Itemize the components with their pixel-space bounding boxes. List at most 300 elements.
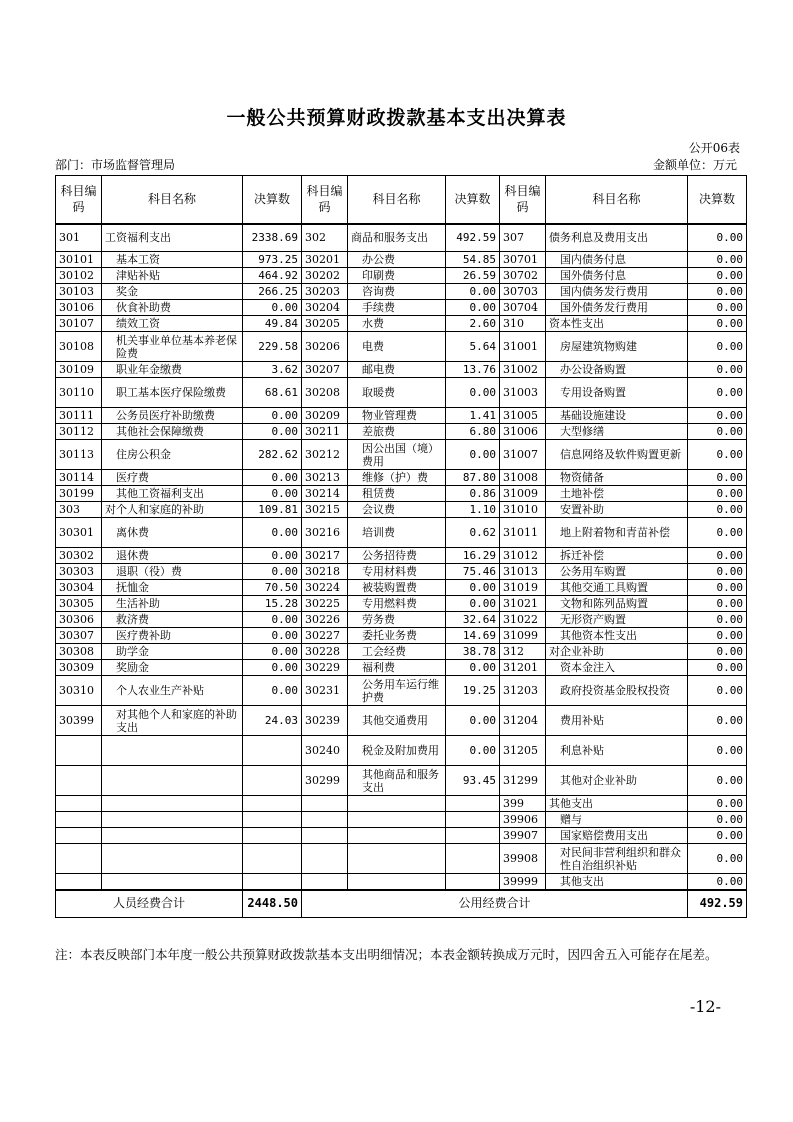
amount: 0.00 [688,408,747,424]
amount: 464.92 [243,268,302,284]
subject-name: 医疗费补助 [102,628,243,644]
subject-name: 取暖费 [348,378,446,408]
subject-name: 资本性支出 [546,316,688,332]
subject-name [102,828,243,844]
amount: 0.00 [688,706,747,736]
subject-name: 专用材料费 [348,564,446,580]
amount: 0.00 [446,706,500,736]
subject-code: 31022 [500,612,546,628]
amount: 93.45 [446,766,500,796]
subject-code: 31099 [500,628,546,644]
amount: 109.81 [243,502,302,518]
subject-name [348,796,446,812]
header-cell: 决算数 [446,176,500,224]
subject-code: 30299 [302,766,348,796]
subject-code: 39906 [500,812,546,828]
table-code: 公开06表 [688,141,740,155]
table-row [56,874,747,890]
subject-code: 30106 [56,300,102,316]
subject-name: 奖励金 [102,660,243,676]
header-cell: 决算数 [243,176,302,224]
subject-name: 公务招待费 [348,548,446,564]
subject-code: 30226 [302,612,348,628]
amount: 0.00 [688,874,747,890]
subject-code: 30103 [56,284,102,300]
subject-name: 抚恤金 [102,580,243,596]
amount: 0.00 [243,676,302,706]
subject-code: 31019 [500,580,546,596]
subject-name: 绩效工资 [102,316,243,332]
subject-name: 办公设备购置 [546,362,688,378]
subject-code: 30305 [56,596,102,612]
subject-code: 30107 [56,316,102,332]
amount: 0.00 [688,268,747,284]
amount [446,828,500,844]
amount: 0.00 [688,470,747,486]
subject-name: 邮电费 [348,362,446,378]
amount: 75.46 [446,564,500,580]
table-row [56,660,747,676]
amount [243,874,302,890]
amount: 0.62 [446,518,500,548]
amount: 0.00 [688,676,747,706]
subject-code: 30113 [56,440,102,470]
subject-code [56,796,102,812]
amount [446,812,500,828]
subject-name: 手续费 [348,300,446,316]
subject-name: 租赁费 [348,486,446,502]
amount: 0.00 [688,612,747,628]
subject-name: 对个人和家庭的补助 [102,502,243,518]
subject-code: 30224 [302,580,348,596]
subject-code: 30108 [56,332,102,362]
subject-code: 30110 [56,378,102,408]
subject-name: 离休费 [102,518,243,548]
subject-name: 费用补贴 [546,706,688,736]
subject-code: 31205 [500,736,546,766]
table-row [56,766,747,796]
amount: 229.58 [243,332,302,362]
subject-name: 其他支出 [546,796,688,812]
amount: 49.84 [243,316,302,332]
amount: 0.00 [688,486,747,502]
page-number: -12- [689,997,721,1016]
table-row [56,564,747,580]
amount: 0.00 [688,332,747,362]
amount: 2.60 [446,316,500,332]
subject-name: 工会经费 [348,644,446,660]
subject-name: 无形资产购置 [546,612,688,628]
subject-name: 基础设施建设 [546,408,688,424]
subject-name: 职业年金缴费 [102,362,243,378]
subject-name: 奖金 [102,284,243,300]
subject-code: 30309 [56,660,102,676]
subject-code: 303 [56,502,102,518]
subject-code [302,812,348,828]
table-row [56,284,747,300]
subject-code: 30216 [302,518,348,548]
amount: 0.00 [688,812,747,828]
amount: 87.80 [446,470,500,486]
table-row [56,408,747,424]
subject-code: 30227 [302,628,348,644]
subject-code: 30702 [500,268,546,284]
amount [446,844,500,874]
subject-code: 31012 [500,548,546,564]
amount: 0.00 [243,470,302,486]
subject-name: 工资福利支出 [102,224,243,252]
subject-code: 30228 [302,644,348,660]
department-label: 部门：市场监督管理局 [55,158,176,172]
subject-code: 30215 [302,502,348,518]
amount: 54.85 [446,252,500,268]
table-row [56,628,747,644]
subject-code: 31204 [500,706,546,736]
subject-code: 31010 [500,502,546,518]
table-row [56,268,747,284]
amount: 1.41 [446,408,500,424]
subject-name: 住房公积金 [102,440,243,470]
table-row [56,844,747,874]
amount: 0.00 [688,252,747,268]
table-row [56,470,747,486]
amount: 0.00 [688,548,747,564]
personnel-total-value: 2448.50 [243,890,302,918]
expenditure-table [55,175,747,918]
table-row [56,300,747,316]
subject-code: 30229 [302,660,348,676]
subject-code: 31013 [500,564,546,580]
subject-name: 赠与 [546,812,688,828]
subject-name: 劳务费 [348,612,446,628]
public-total-label: 公用经费合计 [302,890,688,918]
header-cell: 科目名称 [102,176,243,224]
subject-code: 30306 [56,612,102,628]
subject-code: 399 [500,796,546,812]
amount: 3.62 [243,362,302,378]
subject-name: 福利费 [348,660,446,676]
table-row [56,440,747,470]
subject-code: 30399 [56,706,102,736]
amount: 0.00 [243,644,302,660]
table-row [56,706,747,736]
subject-code: 30202 [302,268,348,284]
subject-code [302,874,348,890]
subject-name: 维修（护）费 [348,470,446,486]
subject-name [348,812,446,828]
amount: 14.69 [446,628,500,644]
subject-code [302,828,348,844]
table-row [56,676,747,706]
amount: 68.61 [243,378,302,408]
subject-code: 30111 [56,408,102,424]
subject-name: 退休费 [102,548,243,564]
table-row [56,252,747,268]
amount: 70.50 [243,580,302,596]
subject-name: 伙食补助费 [102,300,243,316]
subject-name: 文物和陈列品购置 [546,596,688,612]
amount: 0.00 [688,580,747,596]
table-row [56,736,747,766]
subject-name: 水费 [348,316,446,332]
subject-code: 307 [500,224,546,252]
amount: 0.00 [688,644,747,660]
subject-code: 31011 [500,518,546,548]
subject-name [348,874,446,890]
amount: 0.00 [243,518,302,548]
amount: 0.00 [243,628,302,644]
subject-name: 印刷费 [348,268,446,284]
subject-code: 312 [500,644,546,660]
table-row [56,796,747,812]
subject-name: 国内债务发行费用 [546,284,688,300]
table-row [56,518,747,548]
amount: 0.00 [243,486,302,502]
totals-row [56,890,747,918]
subject-code [302,796,348,812]
subject-name: 资本金注入 [546,660,688,676]
subject-code: 30308 [56,644,102,660]
subject-name: 培训费 [348,518,446,548]
amount: 0.00 [688,828,747,844]
table-row [56,612,747,628]
amount: 0.00 [243,300,302,316]
amount: 0.00 [688,628,747,644]
amount: 0.00 [688,660,747,676]
amount: 0.00 [688,796,747,812]
table-row [56,362,747,378]
amount: 0.00 [688,440,747,470]
amount: 0.00 [688,736,747,766]
subject-name: 委托业务费 [348,628,446,644]
subject-name: 个人农业生产补贴 [102,676,243,706]
page-title: 一般公共预算财政拨款基本支出决算表 [226,107,567,129]
amount: 2338.69 [243,224,302,252]
subject-code: 30239 [302,706,348,736]
subject-name: 公务用车购置 [546,564,688,580]
subject-code: 30101 [56,252,102,268]
table-row [56,580,747,596]
subject-code: 30701 [500,252,546,268]
subject-code: 30206 [302,332,348,362]
amount [243,796,302,812]
amount: 0.00 [446,300,500,316]
subject-code: 39907 [500,828,546,844]
subject-name: 公务用车运行维护费 [348,676,446,706]
amount [243,736,302,766]
subject-code: 31203 [500,676,546,706]
subject-name: 办公费 [348,252,446,268]
subject-code: 30704 [500,300,546,316]
amount: 0.00 [688,564,747,580]
amount: 13.76 [446,362,500,378]
amount: 0.00 [688,362,747,378]
subject-name: 救济费 [102,612,243,628]
public-total-value: 492.59 [688,890,747,918]
table-row [56,486,747,502]
amount: 492.59 [446,224,500,252]
amount: 26.59 [446,268,500,284]
amount: 0.00 [688,224,747,252]
subject-name: 政府投资基金股权投资 [546,676,688,706]
subject-name: 津贴补贴 [102,268,243,284]
table-row [56,332,747,362]
amount: 0.00 [688,424,747,440]
subject-name: 其他对企业补助 [546,766,688,796]
amount: 0.00 [688,518,747,548]
subject-name: 其他交通工具购置 [546,580,688,596]
subject-name: 专用设备购置 [546,378,688,408]
subject-name: 因公出国（境）费用 [348,440,446,470]
subject-name: 差旅费 [348,424,446,440]
amount: 0.00 [688,844,747,874]
subject-name: 电费 [348,332,446,362]
amount: 5.64 [446,332,500,362]
table-header-row [56,176,747,224]
subject-name: 生活补助 [102,596,243,612]
amount [243,844,302,874]
subject-code: 310 [500,316,546,332]
subject-name: 信息网络及软件购置更新 [546,440,688,470]
subject-code: 30203 [302,284,348,300]
amount: 0.00 [688,766,747,796]
amount: 0.00 [446,440,500,470]
subject-code: 301 [56,224,102,252]
subject-code [56,766,102,796]
subject-name: 对其他个人和家庭的补助支出 [102,706,243,736]
header-cell: 科目名称 [546,176,688,224]
amount [243,828,302,844]
subject-name: 退职（役）费 [102,564,243,580]
personnel-total-label: 人员经费合计 [56,890,243,918]
amount: 0.00 [243,548,302,564]
amount [446,874,500,890]
subject-name: 国家赔偿费用支出 [546,828,688,844]
subject-name [102,812,243,828]
subject-code: 30302 [56,548,102,564]
subject-name: 土地补偿 [546,486,688,502]
subject-code: 31299 [500,766,546,796]
subject-code [56,874,102,890]
subject-code [56,844,102,874]
amount: 282.62 [243,440,302,470]
amount: 38.78 [446,644,500,660]
table-row [56,812,747,828]
subject-code: 30218 [302,564,348,580]
subject-code: 31006 [500,424,546,440]
subject-code: 31005 [500,408,546,424]
subject-code: 30209 [302,408,348,424]
subject-name: 拆迁补偿 [546,548,688,564]
amount [446,796,500,812]
subject-code: 30214 [302,486,348,502]
subject-name: 国外债务发行费用 [546,300,688,316]
subject-code: 30304 [56,580,102,596]
subject-name [102,736,243,766]
subject-code: 30109 [56,362,102,378]
amount: 0.00 [446,378,500,408]
subject-code: 302 [302,224,348,252]
amount: 0.00 [446,596,500,612]
subject-name: 机关事业单位基本养老保险费 [102,332,243,362]
subject-code: 30303 [56,564,102,580]
amount: 0.00 [688,316,747,332]
subject-code: 31007 [500,440,546,470]
subject-name [348,828,446,844]
subject-name [102,844,243,874]
subject-name: 其他社会保障缴费 [102,424,243,440]
subject-name [102,874,243,890]
subject-code: 31009 [500,486,546,502]
table-row [56,316,747,332]
amount: 0.00 [688,300,747,316]
subject-code [56,828,102,844]
subject-code: 31002 [500,362,546,378]
subject-name: 房屋建筑物购建 [546,332,688,362]
subject-code [302,844,348,874]
amount: 0.00 [688,502,747,518]
subject-name [102,766,243,796]
subject-code: 30231 [302,676,348,706]
subject-code: 30301 [56,518,102,548]
subject-name: 职工基本医疗保险缴费 [102,378,243,408]
footnote: 注：本表反映部门本年度一般公共预算财政拨款基本支出明细情况；本表金额转换成万元时，因四舍五入可能存在尾差。 [55,947,718,962]
subject-name: 税金及附加费用 [348,736,446,766]
header-cell: 科目编码 [56,176,102,224]
subject-code: 30240 [302,736,348,766]
header-cell: 科目编码 [500,176,546,224]
subject-code: 30204 [302,300,348,316]
amount: 0.00 [243,408,302,424]
table-row [56,596,747,612]
amount: 15.28 [243,596,302,612]
subject-code: 30205 [302,316,348,332]
subject-name: 对民间非营利组织和群众性自治组织补贴 [546,844,688,874]
subject-name: 其他资本性支出 [546,628,688,644]
subject-code: 30207 [302,362,348,378]
subject-code: 30217 [302,548,348,564]
table-row [56,502,747,518]
subject-name: 其他支出 [546,874,688,890]
amount: 0.00 [446,580,500,596]
amount: 0.00 [243,660,302,676]
header-cell: 决算数 [688,176,747,224]
amount: 16.29 [446,548,500,564]
subject-name: 安置补助 [546,502,688,518]
subject-code: 30201 [302,252,348,268]
subject-code: 30307 [56,628,102,644]
amount: 266.25 [243,284,302,300]
amount: 0.86 [446,486,500,502]
subject-code: 30114 [56,470,102,486]
table-row [56,378,747,408]
subject-code [56,812,102,828]
subject-code: 30310 [56,676,102,706]
subject-name: 医疗费 [102,470,243,486]
subject-code: 30213 [302,470,348,486]
subject-name: 国内债务付息 [546,252,688,268]
subject-name: 其他工资福利支出 [102,486,243,502]
subject-name: 债务利息及费用支出 [546,224,688,252]
table-row [56,424,747,440]
subject-code: 30225 [302,596,348,612]
subject-code: 30112 [56,424,102,440]
table-row [56,644,747,660]
subject-name: 其他交通费用 [348,706,446,736]
amount: 973.25 [243,252,302,268]
amount: 24.03 [243,706,302,736]
amount: 0.00 [243,564,302,580]
